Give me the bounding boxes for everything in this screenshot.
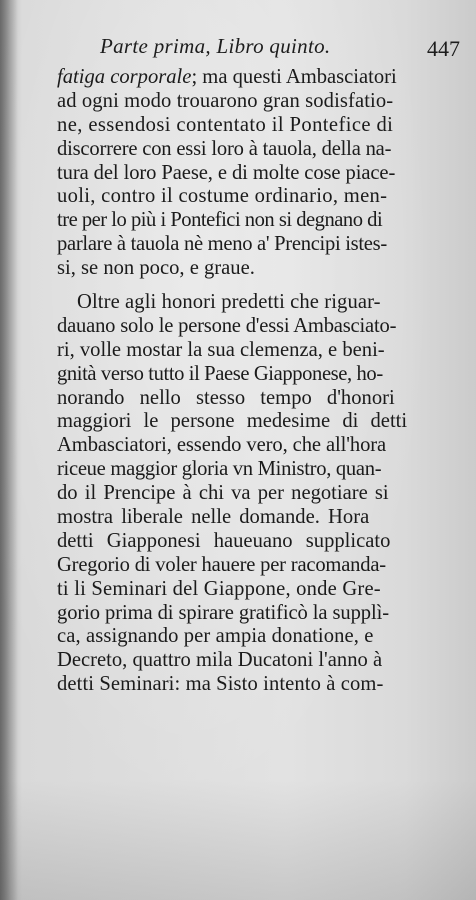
text-line: ad ogni modo trouarono gran sodisfatio- [57, 89, 394, 112]
text-line: maggiori le persone medesime di detti [57, 410, 408, 433]
text-line: mostra liberale nelle domande. Hora [57, 506, 370, 529]
text-line: ca, assignando per ampia donatione, e [57, 625, 374, 648]
running-title: Parte prima, Libro quinto. [100, 34, 331, 58]
text-line: uoli, contro il costume ordinario, men- [57, 185, 388, 208]
line-text: ; ma questi Ambasciatori [191, 66, 397, 88]
text-line: norando nello stesso tempo d'honori [57, 386, 395, 409]
text-line: gnità verso tutto il Paese Giapponese, ho- [57, 362, 383, 385]
paper-shade [0, 780, 476, 900]
text-line: Ambasciatori, essendo vero, che all'hora [57, 434, 387, 457]
text-line: ti li Seminari del Giappone, onde Gre- [57, 577, 381, 600]
text-line: discorrere con essi loro à tauola, della na- [57, 137, 392, 160]
text-line: riceue maggior gloria vn Ministro, quan- [57, 458, 382, 481]
text-line: Decreto, quattro mila Ducatoni l'anno à [57, 649, 383, 672]
text-line: ri, volle mostar la sua clemenza, e beni- [57, 338, 385, 361]
text-line: detti Giapponesi haueuano supplicato [57, 529, 391, 552]
text-line: dauano solo le persone d'essi Ambasciato- [57, 314, 397, 337]
text-line: si, se non poco, e graue. [57, 257, 255, 280]
text-line: Gregorio di voler hauere per racomanda- [57, 553, 386, 576]
italic-lead: fatiga corporale [57, 66, 192, 88]
text-line: gorio prima di spirare gratificò la supplì- [57, 601, 389, 624]
text-line: tura del loro Paese, e di molte cose piace- [57, 161, 396, 184]
text-line: Oltre agli honori predetti che riguar- [77, 291, 381, 314]
text-line [57, 66, 467, 90]
paragraph [57, 291, 467, 697]
paragraph-gap [57, 281, 467, 291]
text-line: ne, essendosi contentato il Pontefice di [57, 113, 394, 136]
body-text [57, 66, 467, 697]
text-line: do il Prencipe à chi va per negotiare si [57, 482, 389, 505]
text-line: parlare à tauola nè meno a' Prencipi istes- [57, 233, 387, 256]
paragraph [57, 66, 467, 281]
gutter-shadow [0, 0, 18, 900]
text-line: detti Seminari: ma Sisto intento à com- [57, 673, 384, 696]
text-line: tre per lo più i Pontefici non si degnano di [57, 209, 383, 232]
page-number: 447 [427, 36, 460, 61]
page-header [100, 34, 466, 66]
